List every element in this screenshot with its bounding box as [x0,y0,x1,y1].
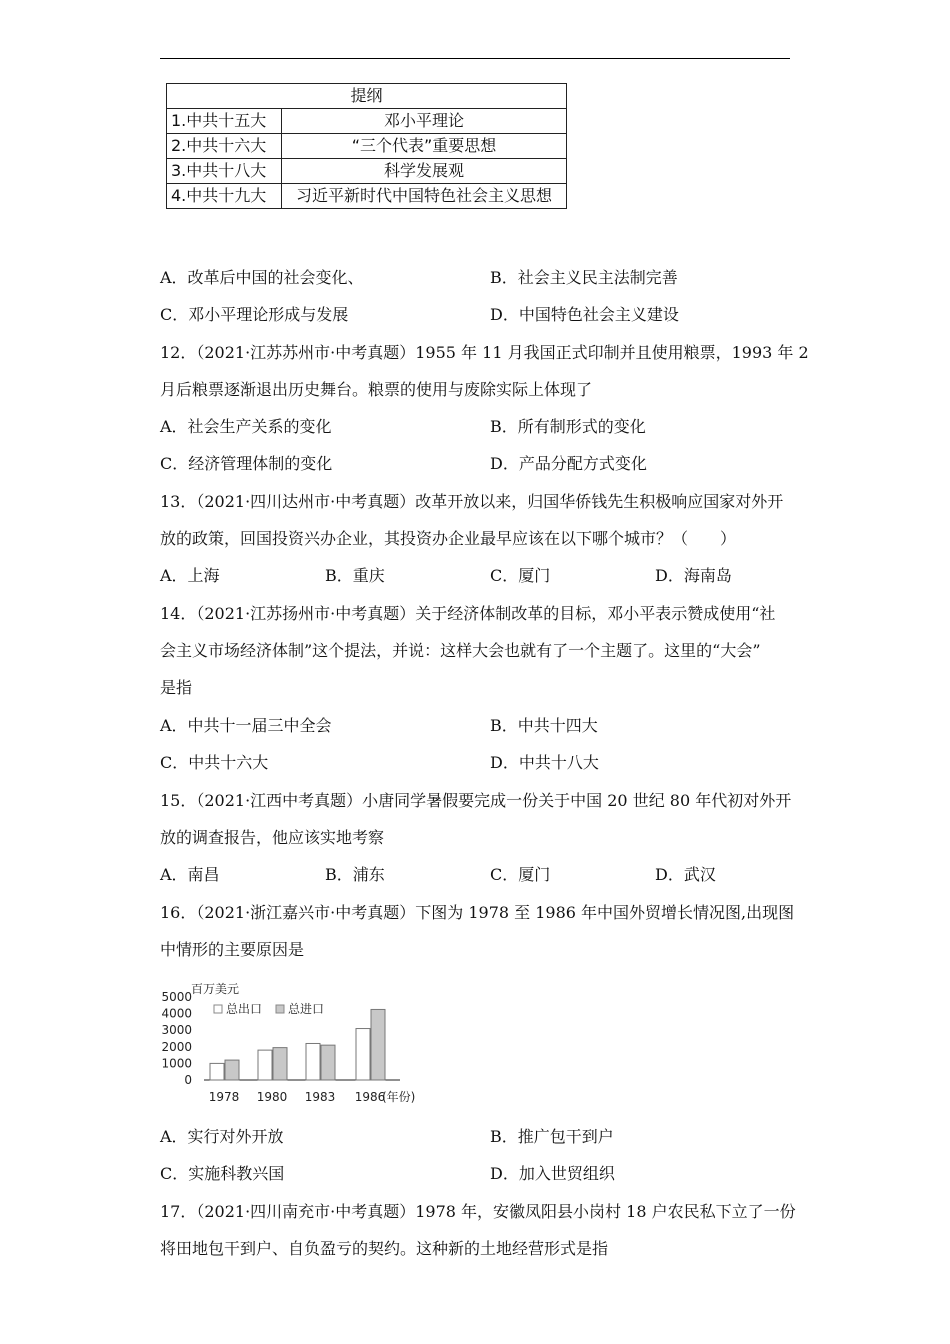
bar-import-1978 [225,1060,239,1080]
q12-option-d: D．产品分配方式变化 [490,454,647,473]
q13-stem-line2: 放的政策，回国投资兴办企业，其投资办企业最早应该在以下哪个城市？（ ） [160,529,737,548]
q15-option-c: C．厦门 [490,865,551,884]
x-tick-label: 1986 [354,1090,386,1104]
q13-option-d: D．海南岛 [655,566,732,585]
bar-export-1978 [210,1063,224,1080]
y-tick-label: 2000 [161,1039,192,1054]
bar-export-1983 [306,1043,320,1080]
table-row [167,159,567,184]
q15-stem-line2: 放的调查报告，他应该实地考察 [160,828,385,847]
row-number: 3.中共十八大 [167,159,282,184]
q15-option-a: A．南昌 [160,865,220,884]
row-content: “三个代表”重要思想 [282,134,567,159]
q15-option-b: B．浦东 [325,865,385,884]
row-number: 2.中共十六大 [167,134,282,159]
q12-option-c: C．经济管理体制的变化 [160,454,333,473]
chart-ylabel: 百万美元 [191,982,240,996]
q14-option-c: C．中共十六大 [160,753,269,772]
q12-stem-line1: 12．（2021·江苏苏州市·中考真题）1955 年 11 月我国正式印制并且使用粮票，1993 年 2 [160,343,809,362]
header-rule [160,58,790,59]
q13-option-c: C．厦门 [490,566,551,585]
q14-option-a: A．中共十一届三中全会 [160,716,332,735]
legend-swatch-export [214,1005,222,1013]
q14-stem-line1: 14．（2021·江苏扬州市·中考真题）关于经济体制改革的目标，邓小平表示赞成使用“社 [160,604,776,623]
y-tick-label: 4000 [161,1006,192,1021]
legend-label-export: 总出口 [226,1002,263,1016]
bar-export-1986 [356,1029,370,1080]
y-tick-label: 0 [184,1073,192,1087]
q16-option-b: B．推广包干到户 [490,1127,614,1146]
foreign-trade-chart [158,980,438,1110]
row-content: 邓小平理论 [282,109,567,134]
x-tick-label: 1978 [208,1090,240,1104]
q12-option-b: B．所有制形式的变化 [490,417,646,436]
row-number: 4.中共十九大 [167,184,282,209]
row-content: 科学发展观 [282,159,567,184]
q14-option-b: B．中共十四大 [490,716,598,735]
q15-stem-line1: 15．（2021·江西中考真题）小唐同学暑假要完成一份关于中国 20 世纪 80 年代初对外开 [160,791,792,810]
bar-export-1980 [258,1050,272,1080]
table-row [167,184,567,209]
q12-option-a: A．社会生产关系的变化 [160,417,332,436]
outline-table [166,83,567,209]
q12-stem-line2: 月后粮票逐渐退出历史舞台。粮票的使用与废除实际上体现了 [160,380,593,399]
q14-stem-line3: 是指 [160,678,193,697]
outline-title: 提纲 [167,84,567,109]
x-tick-label: 1980 [256,1090,288,1104]
bar-import-1986 [371,1009,385,1080]
q14-stem-line2: 会主义市场经济体制”这个提法，并说：这样大会也就有了一个主题了。这里的“大会” [160,641,761,660]
q16-stem-line2: 中情形的主要原因是 [160,940,305,959]
y-tick-label: 5000 [161,990,192,1004]
q11-option-c: C．邓小平理论形成与发展 [160,305,349,324]
q17-stem-line2: 将田地包干到户、自负盈亏的契约。这种新的土地经营形式是指 [160,1239,609,1258]
q14-option-d: D．中共十八大 [490,753,599,772]
row-content: 习近平新时代中国特色社会主义思想 [282,184,567,209]
legend-swatch-import [276,1005,284,1013]
table-row [167,134,567,159]
legend-label-import: 总进口 [288,1002,325,1016]
q13-option-a: A．上海 [160,566,220,585]
x-tick-label: 1983 [304,1090,336,1104]
q16-option-d: D．加入世贸组织 [490,1164,615,1183]
q11-option-b: B．社会主义民主法制完善 [490,268,678,287]
x-axis-unit: (年份) [382,1090,416,1104]
q13-option-b: B．重庆 [325,566,385,585]
bar-import-1980 [273,1048,287,1080]
q16-option-a: A．实行对外开放 [160,1127,284,1146]
q15-option-d: D．武汉 [655,865,716,884]
table-row [167,109,567,134]
y-tick-label: 3000 [161,1023,192,1038]
bar-import-1983 [321,1045,335,1080]
q11-option-d: D．中国特色社会主义建设 [490,305,679,324]
q16-option-c: C．实施科教兴国 [160,1164,285,1183]
q13-stem-line1: 13．（2021·四川达州市·中考真题）改革开放以来，归国华侨钱先生积极响应国家对外开 [160,492,784,511]
row-number: 1.中共十五大 [167,109,282,134]
y-tick-label: 1000 [161,1056,192,1071]
q11-option-a: A．改革后中国的社会变化、 [160,268,364,287]
q16-stem-line1: 16．（2021·浙江嘉兴市·中考真题）下图为 1978 至 1986 年中国外贸增长情况图,出现图 [160,903,795,922]
q17-stem-line1: 17．（2021·四川南充市·中考真题）1978 年，安徽凤阳县小岗村 18 户农民私下立了一份 [160,1202,796,1221]
